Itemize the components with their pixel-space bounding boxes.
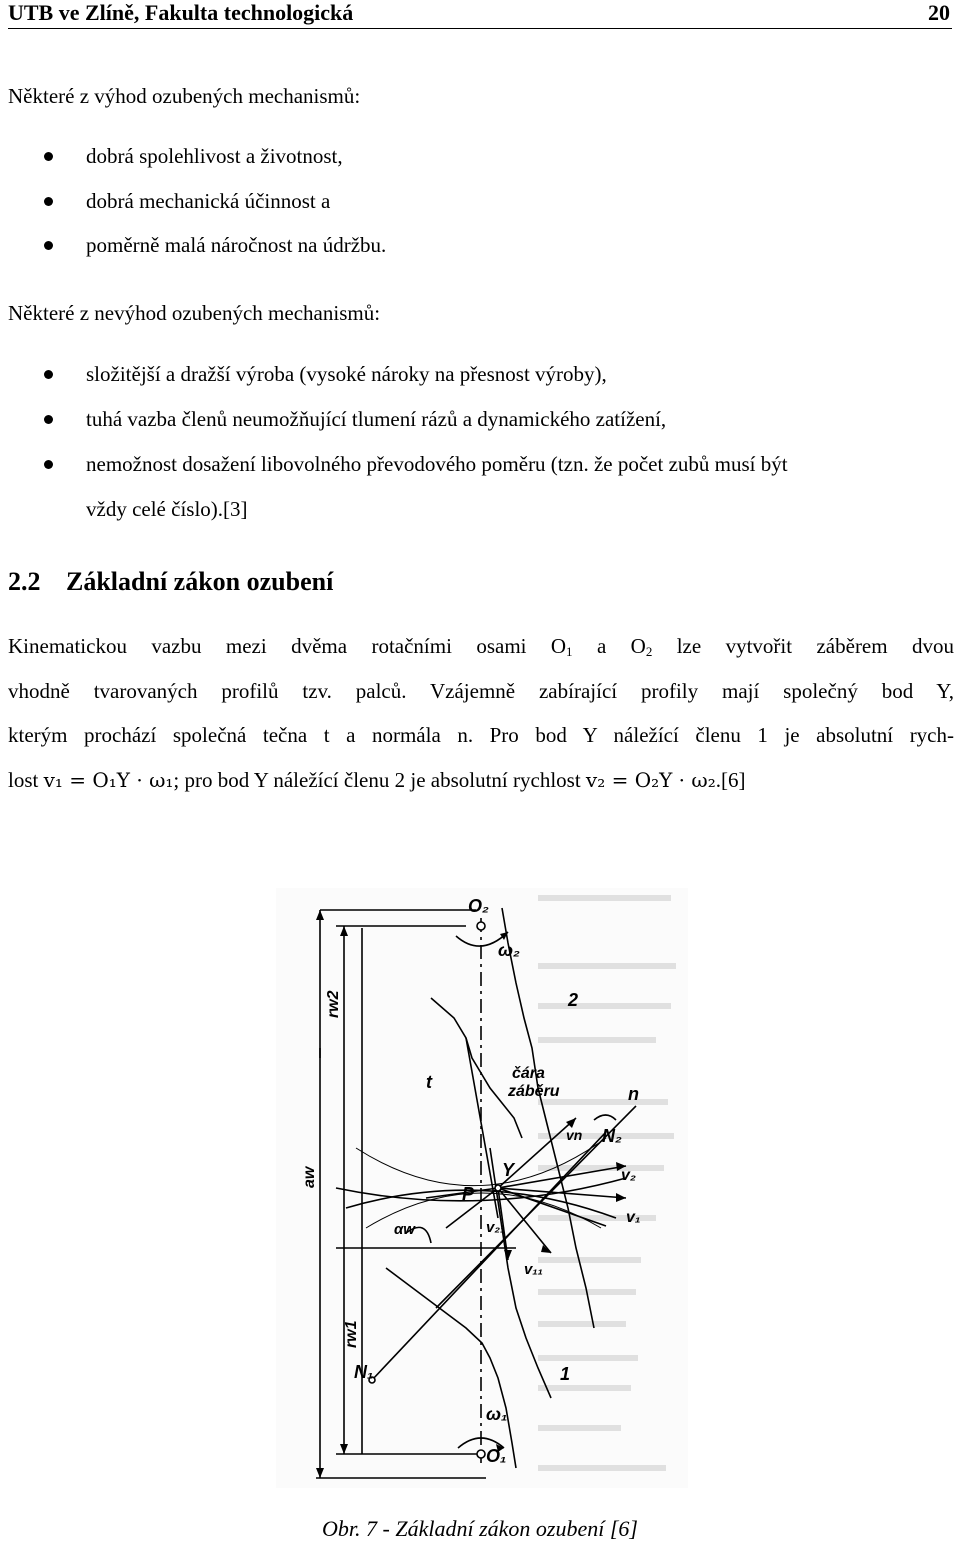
label-rw1: rw1 bbox=[343, 1320, 360, 1348]
label-n1: N₁ bbox=[354, 1362, 374, 1382]
velocity-formula-1: v₁ = O₁Y · ω₁ bbox=[43, 768, 174, 792]
bullet-icon bbox=[44, 460, 53, 469]
disadvantage-item-continued: vždy celé číslo).[3] bbox=[86, 497, 248, 521]
disadvantage-item: složitější a dražší výroba (vysoké nároky na přesnost výroby), bbox=[86, 362, 607, 386]
label-cara: čára bbox=[512, 1065, 545, 1082]
label-gear2: 2 bbox=[568, 990, 579, 1010]
paragraph-line: kterým prochází společná tečna t a normála n. Pro bod Y náležící členu 1 je absolutní rych- bbox=[8, 723, 954, 747]
bullet-icon bbox=[44, 197, 53, 206]
label-aw: aw bbox=[301, 1166, 318, 1188]
label-rw2: rw2 bbox=[325, 990, 342, 1018]
advantage-item: dobrá mechanická účinnost a bbox=[86, 189, 331, 213]
label-n2: N₂ bbox=[602, 1126, 622, 1146]
label-v2: v₂ bbox=[621, 1167, 636, 1184]
section-number: 2.2 bbox=[8, 567, 41, 596]
velocity-formula-2: v₂ = O₂Y · ω₂ bbox=[585, 768, 716, 792]
disadvantage-item: nemožnost dosažení libovolného převodového poměru (tzn. že počet zubů musí být bbox=[86, 452, 788, 476]
section-title: Základní zákon ozubení bbox=[66, 567, 334, 596]
advantages-intro: Některé z výhod ozubených mechanismů: bbox=[8, 84, 361, 108]
label-vn: vn bbox=[566, 1127, 583, 1143]
paragraph-line: lost v₁ = O₁Y · ω₁; pro bod Y náležící členu 2 je absolutní rychlost v₂ = O₂Y · ω₂.[6] bbox=[8, 768, 746, 792]
label-v11: v₁₁ bbox=[524, 1261, 543, 1278]
disadvantages-intro: Některé z nevýhod ozubených mechanismů: bbox=[8, 301, 381, 325]
label-gear1: 1 bbox=[560, 1364, 571, 1384]
label-p: P bbox=[462, 1184, 475, 1204]
label-o1: O₁ bbox=[486, 1446, 507, 1466]
bullet-icon bbox=[44, 152, 53, 161]
label-omega1: ω₁ bbox=[486, 1404, 508, 1424]
label-y: Y bbox=[502, 1160, 515, 1180]
paragraph-line: vhodně tvarovaných profilů tzv. palců. Vzájemně zabírající profily mají společný bod Y, bbox=[8, 679, 954, 703]
label-alpha-w: αw bbox=[394, 1221, 415, 1238]
advantage-item: poměrně malá náročnost na údržbu. bbox=[86, 233, 387, 257]
page-number: 20 bbox=[928, 0, 950, 25]
header-title: UTB ve Zlíně, Fakulta technologická bbox=[8, 0, 354, 25]
label-v21: v₂₁ bbox=[486, 1219, 506, 1236]
label-omega2: ω₂ bbox=[498, 940, 520, 960]
label-o2: O₂ bbox=[468, 896, 489, 916]
bullet-icon bbox=[44, 415, 53, 424]
gear-law-figure bbox=[276, 888, 688, 1488]
disadvantage-item: tuhá vazba členů neumožňující tlumení rázů a dynamického zatížení, bbox=[86, 407, 667, 431]
label-v1: v₁ bbox=[626, 1209, 641, 1226]
section-heading bbox=[8, 566, 333, 598]
label-zaberu: záběru bbox=[508, 1083, 560, 1100]
bullet-icon bbox=[44, 370, 53, 379]
paragraph-line: Kinematickou vazbu mezi dvěma rotačními osami $O_1$ a $O_2$ lze vytvořit záběrem dvou bbox=[8, 634, 954, 659]
bullet-icon bbox=[44, 241, 53, 250]
label-t: t bbox=[426, 1072, 432, 1092]
figure-caption: Obr. 7 - Základní zákon ozubení [6] bbox=[322, 1516, 638, 1541]
label-n: n bbox=[628, 1084, 639, 1104]
page-header bbox=[8, 0, 952, 29]
advantage-item: dobrá spolehlivost a životnost, bbox=[86, 144, 343, 168]
